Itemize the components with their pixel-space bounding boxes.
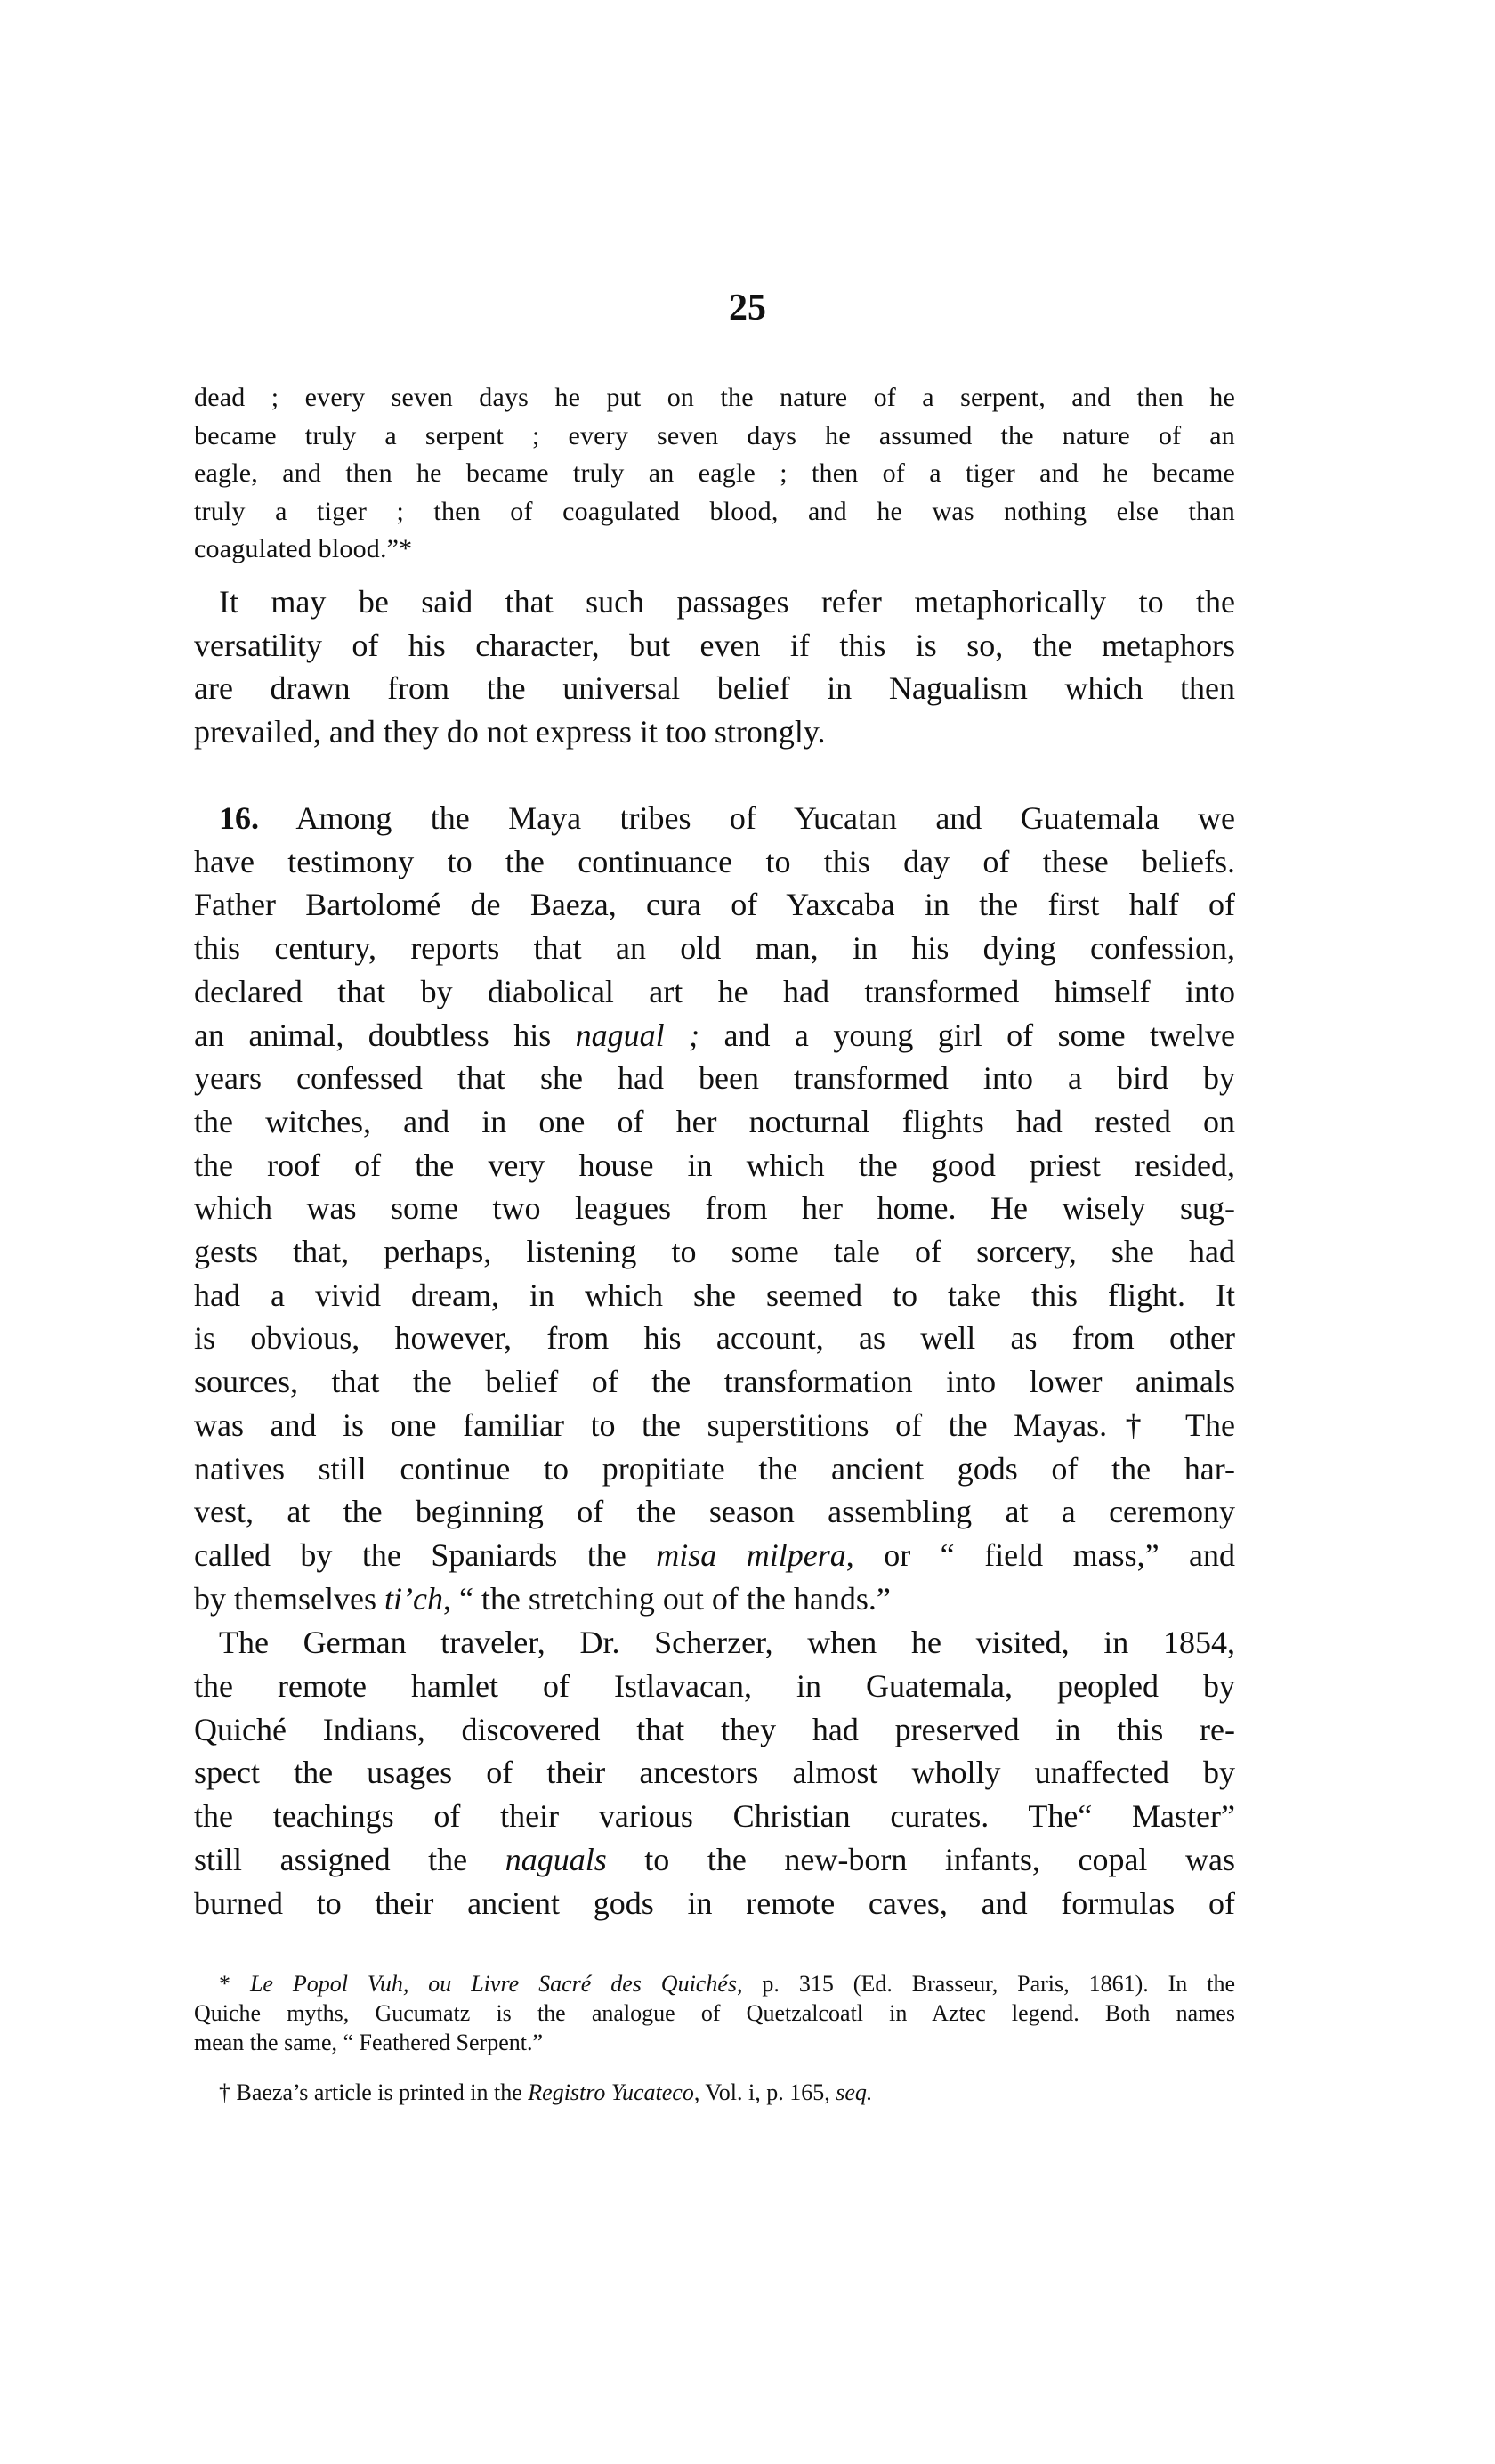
text-run: prevailed, and they do not express it too strongly. xyxy=(194,713,826,750)
paragraph-scherzer xyxy=(194,1621,1235,1925)
text-run: Quiche myths, Gucumatz is the analogue of Quetzalcoatl in Aztec legend. Both names xyxy=(194,2000,1235,2026)
italic-text: Registro Yucateco xyxy=(528,2079,694,2105)
text-line xyxy=(194,927,1235,970)
text-line xyxy=(194,493,1235,531)
footnote-dagger xyxy=(194,2078,1235,2107)
text-line xyxy=(194,1665,1235,1708)
text-line xyxy=(194,667,1235,710)
text-line xyxy=(194,1621,1235,1665)
text-run: It may be said that such passages refer metaphorically to the xyxy=(219,584,1235,620)
text-run: called by the Spaniards the xyxy=(194,1536,657,1573)
text-line xyxy=(194,1404,1235,1447)
text-run: burned to their ancient gods in remote caves, and formulas of xyxy=(194,1884,1235,1921)
text-line xyxy=(194,1187,1235,1230)
text-line xyxy=(194,1998,1235,2028)
text-run: natives still continue to propitiate the ancient gods of the har- xyxy=(194,1450,1235,1487)
text-line xyxy=(194,580,1235,624)
text-run: versatility of his character, but even if this is so, the metaphors xyxy=(194,627,1235,663)
text-line xyxy=(194,1795,1235,1838)
text-run: the teachings of their various Christian curates. The“ Master” xyxy=(194,1798,1235,1835)
text-line xyxy=(194,1708,1235,1752)
text-run: was and is one familiar to the superstitions of the Mayas.† The xyxy=(194,1406,1235,1443)
text-line xyxy=(194,2028,1235,2057)
text-line xyxy=(194,1577,1235,1621)
paragraph-metaphors xyxy=(194,580,1235,753)
text-run: , Vol. i, p. 165, xyxy=(693,2079,836,2105)
text-line xyxy=(194,1144,1235,1187)
text-run: this century, reports that an old man, in his dying confession, xyxy=(194,930,1235,967)
text-line xyxy=(194,1317,1235,1360)
text-line xyxy=(194,1360,1235,1404)
text-line xyxy=(194,455,1235,493)
text-run: Father Bartolomé de Baeza, cura of Yaxcaba in the first half of xyxy=(194,887,1235,923)
text-run: the roof of the very house in which the good priest resided, xyxy=(194,1147,1235,1183)
text-line xyxy=(194,840,1235,884)
text-run: and a young girl of some twelve xyxy=(699,1017,1235,1053)
text-line xyxy=(194,624,1235,668)
text-line xyxy=(194,1447,1235,1491)
text-run: , “ the stretching out of the hands.” xyxy=(442,1580,891,1617)
text-line xyxy=(194,1838,1235,1882)
text-run: eagle, and then he became truly an eagle ; then of a tiger and he became xyxy=(194,458,1235,488)
text-line xyxy=(194,1969,1235,1998)
text-line xyxy=(194,1882,1235,1925)
text-line xyxy=(194,1274,1235,1317)
text-line xyxy=(194,1014,1235,1058)
text-line xyxy=(194,970,1235,1014)
text-run: have testimony to the continuance to this day of these beliefs. xyxy=(194,843,1235,879)
text-line xyxy=(194,883,1235,927)
text-run: declared that by diabolical art he had transformed himself into xyxy=(194,973,1235,1009)
footnote-asterisk xyxy=(194,1969,1235,2057)
text-run: Quiché Indians, discovered that they had preserved in this re- xyxy=(194,1711,1235,1747)
text-run: , or “ field mass,” and xyxy=(845,1536,1235,1573)
text-run: coagulated blood.”* xyxy=(194,534,413,563)
italic-text: naguals xyxy=(505,1841,607,1877)
text-run: the witches, and in one of her nocturnal flights had rested on xyxy=(194,1103,1235,1139)
block-quote xyxy=(194,379,1235,569)
text-line xyxy=(194,1534,1235,1577)
text-run: by themselves xyxy=(194,1580,384,1617)
bold-text: 16. xyxy=(219,800,259,836)
text-run: * xyxy=(219,1971,250,1997)
text-run: truly a tiger ; then of coagulated blood, and he was nothing else than xyxy=(194,496,1235,526)
italic-text: seq. xyxy=(836,2079,873,2105)
text-line xyxy=(194,2078,1235,2107)
text-line xyxy=(194,1490,1235,1534)
text-line xyxy=(194,417,1235,456)
italic-text: misa milpera xyxy=(656,1536,846,1573)
text-run: vest, at the beginning of the season assembling at a ceremony xyxy=(194,1494,1235,1530)
text-run: † Baeza’s article is printed in the xyxy=(219,2079,529,2105)
text-run: to the new-born infants, copal was xyxy=(606,1841,1235,1877)
text-run: which was some two leagues from her home. He wisely sug- xyxy=(194,1190,1235,1227)
text-line xyxy=(194,1751,1235,1795)
italic-text: nagual ; xyxy=(575,1017,700,1053)
text-run: are drawn from the universal belief in Nagualism which then xyxy=(194,670,1235,706)
text-run: became truly a serpent ; every seven days he assumed the nature of an xyxy=(194,420,1235,450)
text-run: The German traveler, Dr. Scherzer, when he visited, in 1854, xyxy=(219,1625,1235,1660)
text-line xyxy=(194,1230,1235,1274)
text-line xyxy=(194,1057,1235,1100)
text-run: dead ; every seven days he put on the nature of a serpent, and then he xyxy=(194,383,1235,412)
text-run: is obvious, however, from his account, as well as from other xyxy=(194,1320,1235,1357)
page-number: 25 xyxy=(729,288,766,328)
text-line xyxy=(194,1100,1235,1144)
text-line xyxy=(194,531,1235,569)
text-run: years confessed that she had been transformed into a bird by xyxy=(194,1060,1235,1097)
text-run: still assigned the xyxy=(194,1841,505,1877)
text-line xyxy=(194,797,1235,840)
text-run: sources, that the belief of the transformation into lower animals xyxy=(194,1364,1235,1400)
italic-text: Le Popol Vuh, ou Livre Sacré des Quichés xyxy=(249,1971,737,1997)
text-line xyxy=(194,710,1235,754)
section-16-paragraph xyxy=(194,797,1235,1620)
text-line xyxy=(194,379,1235,417)
text-run: , p. 315 (Ed. Brasseur, Paris, 1861). In the xyxy=(737,1971,1236,1997)
italic-text: ti’ch xyxy=(384,1580,443,1617)
text-run: the remote hamlet of Istlavacan, in Guatemala, peopled by xyxy=(194,1667,1235,1704)
text-run: an animal, doubtless his xyxy=(194,1017,576,1053)
text-run: Among the Maya tribes of Yucatan and Guatemala we xyxy=(259,800,1235,836)
text-run: had a vivid dream, in which she seemed to take this flight. It xyxy=(194,1277,1235,1313)
text-run: gests that, perhaps, listening to some tale of sorcery, she had xyxy=(194,1234,1235,1270)
text-run: spect the usages of their ancestors almost wholly unaffected by xyxy=(194,1755,1235,1791)
text-run: mean the same, “ Feathered Serpent.” xyxy=(194,2030,543,2055)
